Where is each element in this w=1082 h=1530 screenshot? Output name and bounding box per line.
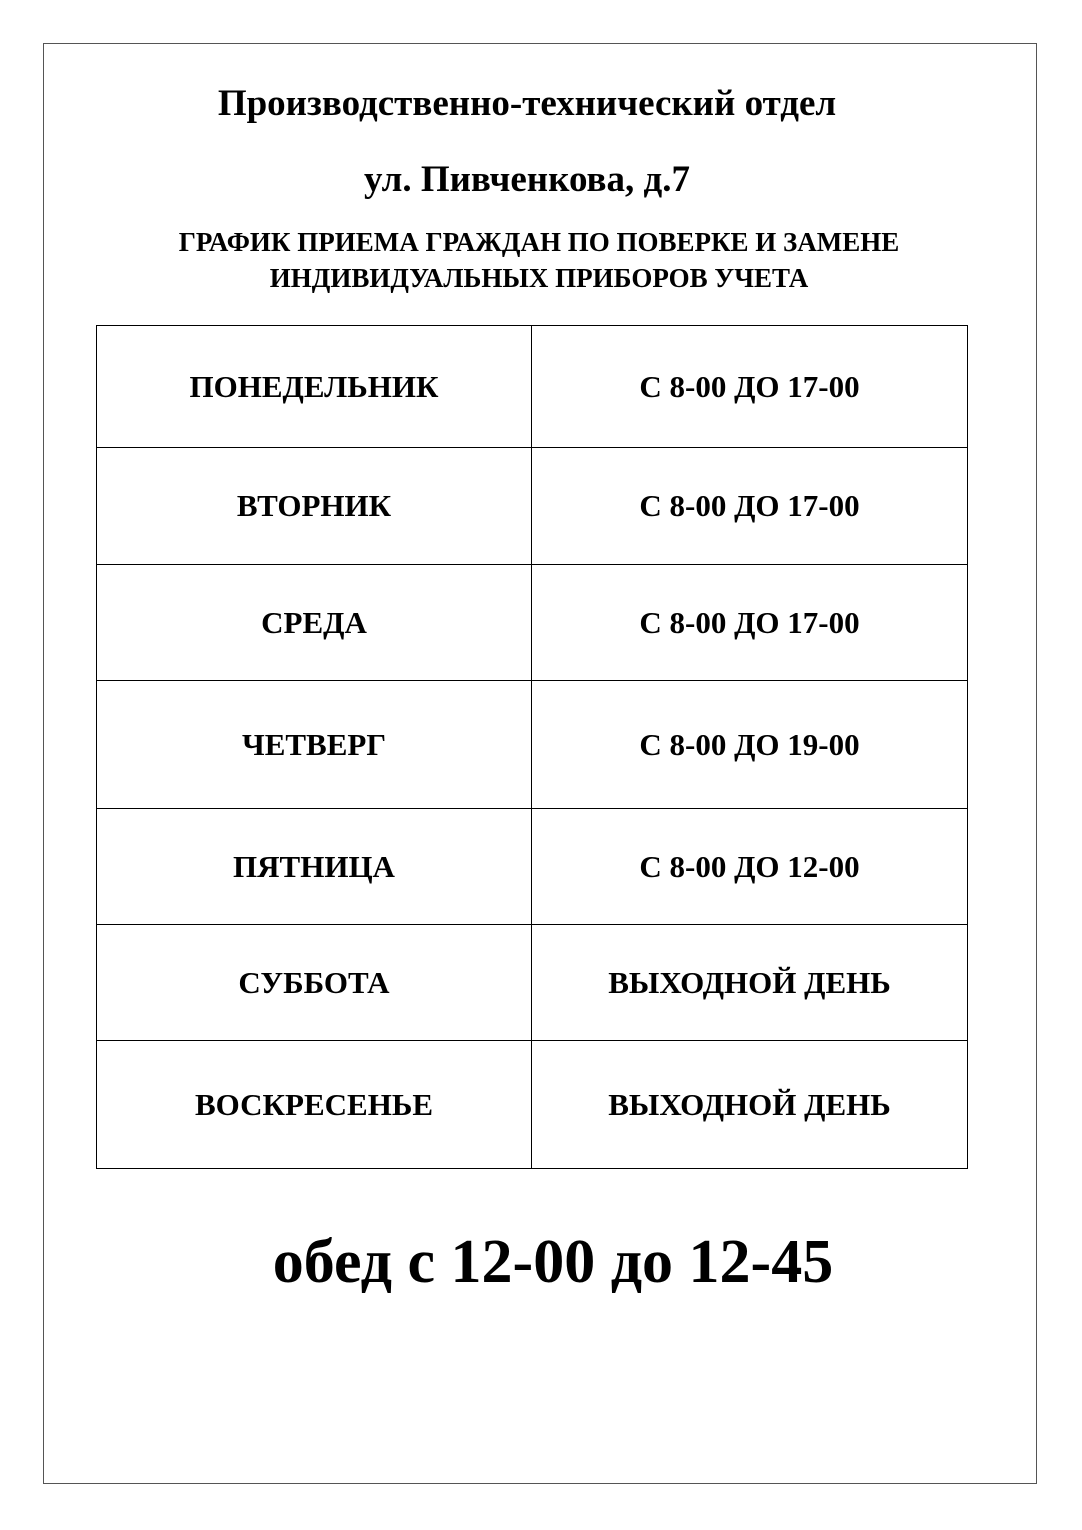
department-title: Производственно-технический отдел: [217, 83, 837, 124]
schedule-heading-line-2: ИНДИВИДУАЛЬНЫХ ПРИБОРОВ УЧЕТА: [269, 263, 809, 293]
schedule-heading-line-1: ГРАФИК ПРИЕМА ГРАЖДАН ПО ПОВЕРКЕ И ЗАМЕНЕ: [178, 227, 900, 257]
hours-cell: С 8-00 ДО 19-00: [532, 681, 968, 809]
lunch-break-note: обед с 12-00 до 12-45: [272, 1228, 834, 1296]
day-cell: ПОНЕДЕЛЬНИК: [97, 326, 532, 448]
hours-cell: ВЫХОДНОЙ ДЕНЬ: [532, 1041, 968, 1169]
hours-cell: С 8-00 ДО 17-00: [532, 565, 968, 681]
hours-cell: С 8-00 ДО 12-00: [532, 809, 968, 925]
schedule-table: [96, 325, 968, 1169]
table-row: [97, 448, 968, 565]
table-row: [97, 565, 968, 681]
day-cell: СУББОТА: [97, 925, 532, 1041]
day-cell: СРЕДА: [97, 565, 532, 681]
day-cell: ВТОРНИК: [97, 448, 532, 565]
hours-cell: ВЫХОДНОЙ ДЕНЬ: [532, 925, 968, 1041]
schedule-heading: [0, 224, 1080, 296]
hours-cell: С 8-00 ДО 17-00: [532, 326, 968, 448]
day-cell: ПЯТНИЦА: [97, 809, 532, 925]
table-row: [97, 326, 968, 448]
day-cell: ЧЕТВЕРГ: [97, 681, 532, 809]
table-row: [97, 809, 968, 925]
address-title: ул. Пивченкова, д.7: [364, 159, 690, 200]
day-cell: ВОСКРЕСЕНЬЕ: [97, 1041, 532, 1169]
table-row: [97, 925, 968, 1041]
table-row: [97, 1041, 968, 1169]
hours-cell: С 8-00 ДО 17-00: [532, 448, 968, 565]
table-row: [97, 681, 968, 809]
